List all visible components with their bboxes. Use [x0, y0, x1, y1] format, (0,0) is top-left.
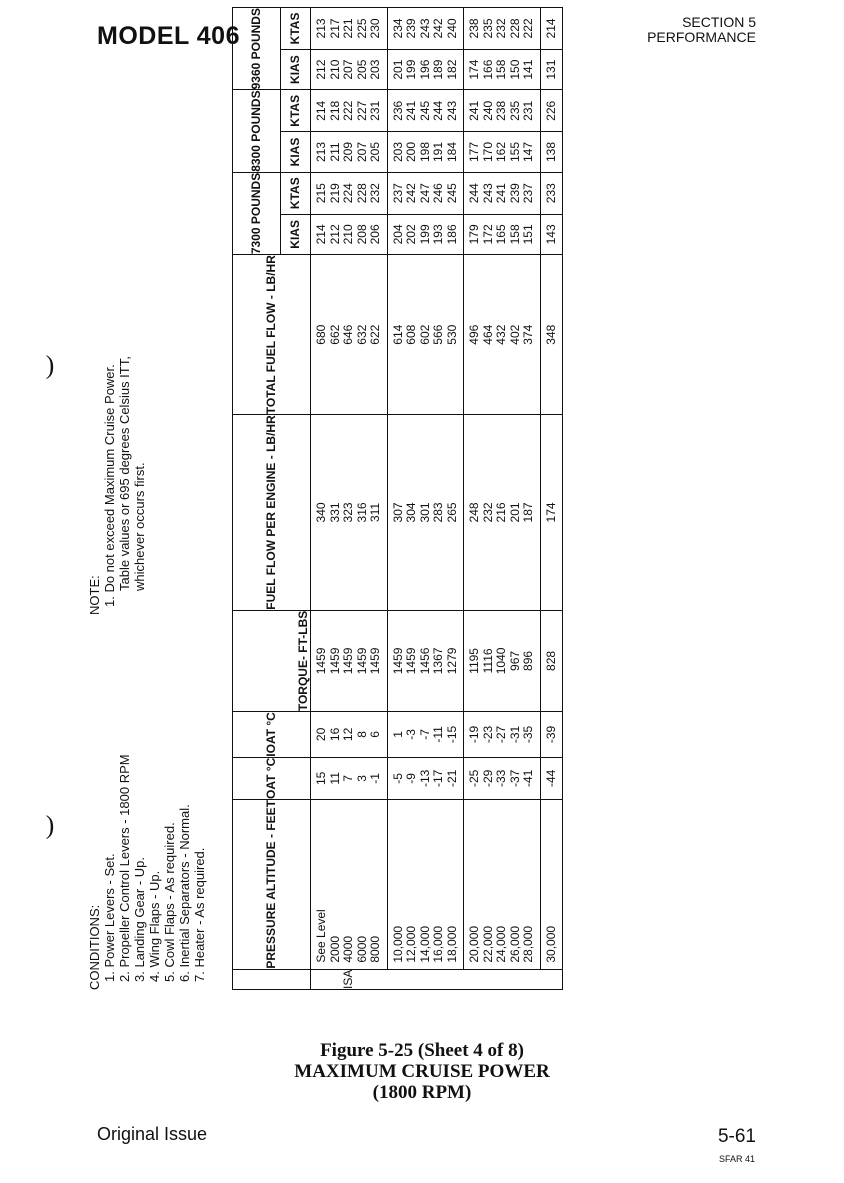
binding-mark: )	[45, 810, 55, 840]
cell-value: 204	[390, 224, 405, 245]
cell-value: 217	[327, 18, 342, 39]
cell-value: 231	[368, 100, 382, 121]
cell-value: 236	[390, 100, 405, 121]
ktas-9360-cell	[464, 8, 541, 50]
cell-value: 323	[341, 502, 355, 523]
cell-value: 240	[480, 100, 495, 121]
header-weight-9360: 9360 POUNDS	[233, 8, 281, 90]
cell-value: 2000	[327, 935, 342, 963]
conditions-item: 6. Inertial Separators - Normal.	[177, 804, 192, 982]
cell-value: 632	[354, 324, 369, 345]
isa-cell	[311, 969, 563, 989]
cell-value: 174	[467, 59, 481, 80]
ktas-7300-cell	[540, 172, 563, 214]
cell-value: 1459	[314, 647, 328, 675]
cell-value: 237	[521, 183, 535, 204]
cell-value: 212	[327, 224, 342, 245]
cell-value: 235	[507, 100, 522, 121]
fuel-flow-engine-cell	[464, 415, 541, 610]
cell-value: -7	[417, 729, 432, 740]
cell-value: 232	[368, 183, 382, 204]
cell-value: 244	[431, 100, 445, 121]
caption-line: MAXIMUM CRUISE POWER	[294, 1061, 550, 1082]
cell-value: See Level	[314, 909, 328, 963]
cell-value: 646	[341, 324, 355, 345]
cell-value: 186	[444, 224, 459, 245]
cell-value: 222	[521, 18, 535, 39]
binding-mark: )	[45, 350, 55, 380]
cell-value: 205	[368, 141, 382, 163]
oat-cell	[387, 757, 464, 799]
header-total-fuel-flow: TOTAL FUEL FLOW - LB/HR	[233, 255, 311, 415]
cell-value: 7	[341, 775, 355, 782]
altitude-cell	[540, 799, 563, 969]
cell-value: 1	[390, 731, 405, 738]
ioat-cell	[387, 712, 464, 758]
ktas-8300-cell	[311, 90, 388, 132]
ktas-7300-cell	[387, 172, 464, 214]
cell-value: 158	[494, 59, 508, 80]
cell-value: -5	[390, 773, 405, 784]
isa-label: ISA	[341, 969, 355, 989]
cell-value: 265	[444, 502, 459, 523]
cell-value: 201	[390, 59, 405, 80]
kias-7300-cell	[311, 214, 388, 255]
cell-value: 213	[314, 18, 328, 39]
cell-value: 243	[444, 100, 459, 121]
cell-value: 150	[507, 59, 522, 80]
cell-value: 241	[467, 100, 481, 121]
footer-code: SFAR 41	[718, 1154, 755, 1164]
altitude-cell	[387, 799, 464, 969]
cell-value: 187	[521, 502, 535, 523]
cell-value: 18,000	[444, 925, 459, 963]
cell-value: 1040	[494, 647, 508, 675]
conditions-item: 3. Landing Gear - Up.	[132, 856, 147, 982]
cell-value: -37	[507, 769, 522, 788]
cell-value: 196	[417, 59, 432, 80]
cell-value: 233	[543, 183, 558, 204]
cell-value: 1456	[417, 647, 432, 675]
cell-value: 242	[404, 183, 418, 204]
total-fuel-flow-cell	[540, 255, 563, 415]
kias-7300-cell	[387, 214, 464, 255]
table-body	[311, 8, 563, 990]
cell-value: 16,000	[431, 925, 445, 963]
cell-value: 316	[354, 502, 369, 523]
cell-value: 26,000	[507, 925, 522, 963]
cell-value: 20	[314, 727, 328, 742]
cell-value: 967	[507, 650, 522, 671]
cell-value: 179	[467, 224, 481, 245]
cell-value: 200	[404, 141, 418, 163]
cell-value: 530	[444, 324, 459, 345]
performance-table	[232, 7, 563, 990]
cell-value: 155	[507, 141, 522, 163]
cell-value: 12	[341, 727, 355, 742]
kias-7300-cell	[540, 214, 563, 255]
cell-value: 245	[417, 100, 432, 121]
header-ktas: KTAS	[281, 172, 311, 214]
total-fuel-flow-cell	[387, 255, 464, 415]
cell-value: 28,000	[521, 925, 535, 963]
cell-value: 8000	[368, 935, 382, 963]
cell-value: 24,000	[494, 925, 508, 963]
cell-value: 283	[431, 502, 445, 523]
cell-value: 247	[417, 183, 432, 204]
cell-value: 205	[354, 59, 369, 80]
header-torque: TORQUE- FT-LBS	[233, 610, 311, 711]
cell-value: 189	[431, 59, 445, 80]
cell-value: -33	[494, 769, 508, 788]
cell-value: -31	[507, 725, 522, 744]
cell-value: -19	[467, 725, 481, 744]
cell-value: 20,000	[467, 925, 481, 963]
cell-value: 30,000	[543, 925, 558, 963]
cell-value: 206	[368, 224, 382, 245]
cell-value: 1116	[480, 648, 495, 674]
cell-value: 1279	[444, 647, 459, 675]
section-title: PERFORMANCE	[647, 29, 756, 45]
conditions-item: 2. Propeller Control Levers - 1800 RPM	[117, 754, 132, 982]
ktas-8300-cell	[540, 90, 563, 132]
altitude-cell	[464, 799, 541, 969]
cell-value: 242	[431, 18, 445, 39]
cell-value: 158	[507, 224, 522, 245]
cell-value: 214	[543, 18, 558, 39]
cell-value: 237	[390, 183, 405, 204]
cell-value: 226	[543, 100, 558, 121]
kias-7300-cell	[464, 214, 541, 255]
cell-value: 16	[327, 727, 342, 742]
cell-value: 6	[368, 731, 382, 738]
ktas-9360-cell	[311, 8, 388, 50]
cell-value: 304	[404, 502, 418, 523]
cell-value: 141	[521, 59, 535, 80]
cell-value: 213	[314, 141, 328, 163]
torque-cell	[311, 610, 388, 711]
cell-value: 1367	[431, 647, 445, 675]
cell-value: 4000	[341, 935, 355, 963]
cell-value: 202	[404, 224, 418, 245]
cell-value: 238	[494, 100, 508, 121]
cell-value: 243	[417, 18, 432, 39]
conditions-item: 5. Cowl Flaps - As required.	[162, 822, 177, 982]
cell-value: 828	[543, 650, 558, 671]
cell-value: 614	[390, 324, 405, 345]
fuel-flow-engine-cell	[311, 415, 388, 610]
cell-value: 199	[417, 224, 432, 245]
cell-value: 166	[480, 59, 495, 80]
cell-value: 224	[341, 183, 355, 204]
table-row	[311, 8, 388, 990]
cell-value: 566	[431, 324, 445, 345]
cell-value: 239	[404, 18, 418, 39]
cell-value: 1195	[467, 648, 481, 674]
oat-cell	[311, 757, 388, 799]
cell-value: -35	[521, 725, 535, 744]
cell-value: -41	[521, 769, 535, 788]
kias-8300-cell	[464, 132, 541, 173]
cell-value: 3	[354, 775, 369, 782]
oat-cell	[464, 757, 541, 799]
cell-value: 622	[368, 324, 382, 345]
kias-8300-cell	[311, 132, 388, 173]
cell-value: 235	[480, 18, 495, 39]
table-row	[540, 8, 563, 990]
header-weight-7300: 7300 POUNDS	[233, 172, 281, 254]
cell-value: -13	[417, 769, 432, 788]
ktas-8300-cell	[387, 90, 464, 132]
ktas-9360-cell	[387, 8, 464, 50]
cell-value: -44	[543, 769, 558, 788]
torque-cell	[387, 610, 464, 711]
cell-value: 228	[507, 18, 522, 39]
cell-value: -3	[404, 729, 418, 740]
footer-issue: Original Issue	[97, 1124, 208, 1144]
kias-8300-cell	[540, 132, 563, 173]
fuel-flow-engine-cell	[387, 415, 464, 610]
cell-value: 201	[507, 502, 522, 523]
ioat-cell	[311, 712, 388, 758]
cell-value: 301	[417, 502, 432, 523]
conditions-item: 4. Wing Flaps - Up.	[147, 870, 162, 982]
cell-value: 374	[521, 324, 535, 345]
cell-value: 177	[467, 141, 481, 163]
ktas-9360-cell	[540, 8, 563, 50]
header-ioat: IOAT °C	[233, 712, 311, 758]
cell-value: 210	[341, 224, 355, 245]
cell-value: 165	[494, 224, 508, 245]
cell-value: -15	[444, 725, 459, 744]
cell-value: 216	[494, 502, 508, 523]
cell-value: 241	[494, 183, 508, 204]
table-row	[464, 8, 541, 990]
cell-value: 6000	[354, 935, 369, 963]
cell-value: 214	[314, 100, 328, 121]
cell-value: -27	[494, 725, 508, 744]
torque-cell	[540, 610, 563, 711]
cell-value: 182	[444, 59, 459, 80]
cell-value: -29	[480, 769, 495, 788]
cell-value: 147	[521, 141, 535, 163]
ioat-cell	[540, 712, 563, 758]
cell-value: 207	[341, 59, 355, 80]
cell-value: 1459	[327, 647, 342, 675]
cell-value: 241	[404, 100, 418, 121]
header-kias: KIAS	[281, 49, 311, 90]
header-pressure-altitude: PRESSURE ALTITUDE - FEET	[233, 799, 311, 969]
cell-value: 207	[354, 141, 369, 163]
cell-value: 11	[327, 772, 342, 785]
cell-value: 496	[467, 324, 481, 345]
ktas-7300-cell	[464, 172, 541, 214]
note-title: NOTE:	[87, 575, 102, 615]
cell-value: 1459	[404, 647, 418, 675]
ktas-7300-cell	[311, 172, 388, 214]
cell-value: 245	[444, 183, 459, 204]
note-item: 1. Do not exceed Maximum Cruise Power.	[102, 364, 117, 607]
cell-value: 221	[341, 18, 355, 39]
cell-value: 131	[543, 59, 558, 80]
cell-value: 225	[354, 18, 369, 39]
cell-value: -11	[431, 726, 445, 743]
cell-value: 228	[354, 183, 369, 204]
header-ktas: KTAS	[281, 8, 311, 50]
cell-value: 12,000	[404, 925, 418, 963]
ioat-cell	[464, 712, 541, 758]
page-number: 5-61	[717, 1126, 756, 1147]
cell-value: -21	[444, 769, 459, 788]
altitude-cell	[311, 799, 388, 969]
cell-value: 1459	[354, 647, 369, 675]
cell-value: 215	[314, 183, 328, 204]
fuel-flow-engine-cell	[540, 415, 563, 610]
cell-value: 184	[444, 141, 459, 163]
cell-value: 234	[390, 18, 405, 39]
model-title: MODEL 406	[97, 22, 240, 50]
cell-value: 172	[480, 224, 495, 245]
kias-8300-cell	[387, 132, 464, 173]
cell-value: 340	[314, 502, 328, 523]
caption-line: (1800 RPM)	[372, 1082, 472, 1103]
cell-value: 348	[543, 324, 558, 345]
cell-value: 232	[494, 18, 508, 39]
cell-value: 10,000	[390, 925, 405, 963]
cell-value: 212	[314, 59, 328, 80]
torque-cell	[464, 610, 541, 711]
cell-value: 8	[354, 731, 369, 738]
cell-value: 243	[480, 183, 495, 204]
cell-value: 1459	[368, 647, 382, 675]
cell-value: 199	[404, 59, 418, 80]
cell-value: 174	[543, 502, 558, 523]
cell-value: 203	[368, 59, 382, 80]
conditions-item: 1. Power Levers - Set.	[102, 853, 117, 982]
kias-9360-cell	[540, 49, 563, 90]
cell-value: 311	[368, 502, 382, 523]
cell-value: 232	[480, 502, 495, 523]
cell-value: 432	[494, 324, 508, 345]
cell-value: 218	[327, 100, 342, 121]
figure-caption	[0, 1040, 844, 1103]
cell-value: 15	[314, 771, 328, 786]
cell-value: 307	[390, 502, 405, 523]
cell-value: 244	[467, 183, 481, 204]
cell-value: 238	[467, 18, 481, 39]
cell-value: 331	[327, 502, 342, 523]
cell-value: -17	[431, 769, 445, 788]
kias-9360-cell	[311, 49, 388, 90]
section-number: SECTION 5	[682, 14, 756, 30]
cell-value: 151	[521, 224, 535, 245]
header-blank	[233, 969, 311, 989]
cell-value: 143	[543, 224, 558, 245]
kias-9360-cell	[387, 49, 464, 90]
cell-value: 896	[521, 650, 535, 671]
caption-line: Figure 5-25 (Sheet 4 of 8)	[320, 1040, 524, 1061]
header-kias: KIAS	[281, 132, 311, 173]
cell-value: 209	[341, 141, 355, 163]
cell-value: 246	[431, 183, 445, 204]
cell-value: 227	[354, 100, 369, 121]
cell-value: 22,000	[480, 925, 495, 963]
header-ktas: KTAS	[281, 90, 311, 132]
note-item: whichever occurs first.	[132, 462, 147, 591]
table-row	[387, 8, 464, 990]
ktas-8300-cell	[464, 90, 541, 132]
cell-value: 662	[327, 324, 342, 345]
header-kias: KIAS	[281, 214, 311, 255]
cell-value: 1459	[390, 647, 405, 675]
cell-value: 240	[444, 18, 459, 39]
note-block	[87, 356, 147, 615]
cell-value: 402	[507, 324, 522, 345]
oat-cell	[540, 757, 563, 799]
cell-value: -1	[368, 773, 382, 784]
conditions-block	[87, 754, 207, 990]
note-item: Table values or 695 degrees Celsius ITT,	[117, 356, 132, 591]
header-fuel-flow-engine: FUEL FLOW PER ENGINE - LB/HR	[233, 415, 311, 610]
cell-value: 214	[314, 224, 328, 245]
total-fuel-flow-cell	[464, 255, 541, 415]
cell-value: 1459	[341, 647, 355, 675]
total-fuel-flow-cell	[311, 255, 388, 415]
header-oat: OAT °C	[233, 757, 311, 799]
cell-value: 138	[543, 141, 558, 163]
cell-value: -25	[467, 769, 481, 788]
conditions-item: 7. Heater - As required.	[192, 847, 207, 982]
section-header	[647, 15, 756, 45]
cell-value: 248	[467, 502, 481, 523]
cell-value: 193	[431, 224, 445, 245]
header-weight-8300: 8300 POUNDS	[233, 90, 281, 172]
cell-value: 680	[314, 324, 328, 345]
kias-9360-cell	[464, 49, 541, 90]
conditions-title: CONDITIONS:	[87, 904, 102, 990]
cell-value: -23	[480, 725, 495, 744]
cell-value: 170	[480, 141, 495, 163]
cell-value: 14,000	[417, 925, 432, 963]
cell-value: 191	[431, 141, 445, 163]
cell-value: -9	[404, 773, 418, 784]
cell-value: -39	[543, 725, 558, 744]
cell-value: 219	[327, 183, 342, 204]
cell-value: 239	[507, 183, 522, 204]
cell-value: 464	[480, 324, 495, 345]
cell-value: 162	[494, 141, 508, 163]
cell-value: 230	[368, 18, 382, 39]
cell-value: 222	[341, 100, 355, 121]
cell-value: 602	[417, 324, 432, 345]
cell-value: 198	[417, 141, 432, 163]
cell-value: 208	[354, 224, 369, 245]
cell-value: 203	[390, 141, 405, 163]
cell-value: 210	[327, 59, 342, 80]
cell-value: 608	[404, 324, 418, 345]
cell-value: 231	[521, 100, 535, 121]
cell-value: 211	[327, 142, 342, 162]
